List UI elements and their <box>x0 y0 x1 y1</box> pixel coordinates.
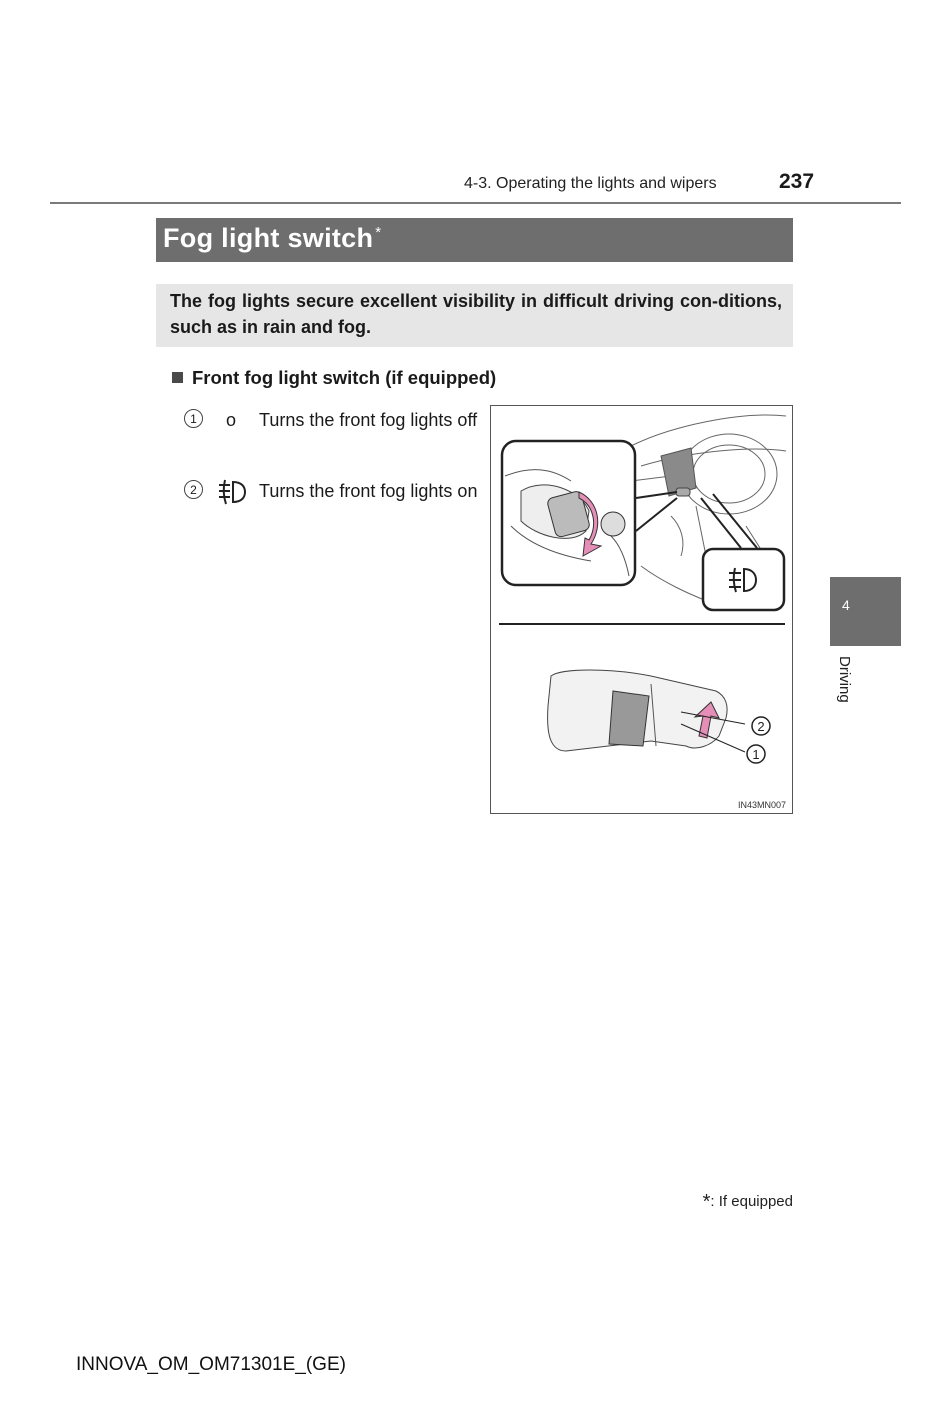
square-bullet-icon <box>172 372 183 383</box>
steering-column-illustration <box>491 406 794 815</box>
header-rule <box>50 202 901 204</box>
intro-text: The fog lights secure excellent visibility in difficult driving con-ditions, such as in rain and fog. <box>170 291 782 337</box>
footnote-asterisk: * <box>702 1191 711 1213</box>
chapter-number: 4 <box>842 597 850 613</box>
item-text-1: Turns the front fog lights off <box>259 410 478 430</box>
subheading-text: Front fog light switch (if equipped) <box>192 367 497 388</box>
title-asterisk: * <box>375 224 382 241</box>
page-title-text: Fog light switch <box>163 223 374 253</box>
chapter-tab <box>830 577 901 646</box>
footnote-text: : If equipped <box>710 1193 793 1210</box>
document-id: INNOVA_OM_OM71301E_(GE) <box>76 1354 346 1375</box>
title-bar <box>156 218 793 262</box>
figure-code: IN43MN007 <box>737 800 786 810</box>
section-label: 4-3. Operating the lights and wipers <box>464 175 717 192</box>
footnote <box>703 1191 793 1214</box>
intro-box <box>156 284 793 347</box>
callout-1: 1 <box>752 747 760 762</box>
illustration-figure <box>490 405 793 814</box>
subheading <box>172 367 496 389</box>
item-text-2: Turns the front fog lights on <box>259 481 478 501</box>
item-number-2: 2 <box>184 480 203 499</box>
front-fog-light-icon <box>214 477 248 506</box>
chapter-label: Driving <box>836 656 853 703</box>
page-title <box>163 223 381 254</box>
item-number-1: 1 <box>184 409 203 428</box>
page-number: 237 <box>779 170 815 193</box>
off-symbol: o <box>225 410 236 430</box>
callout-2: 2 <box>757 719 765 734</box>
